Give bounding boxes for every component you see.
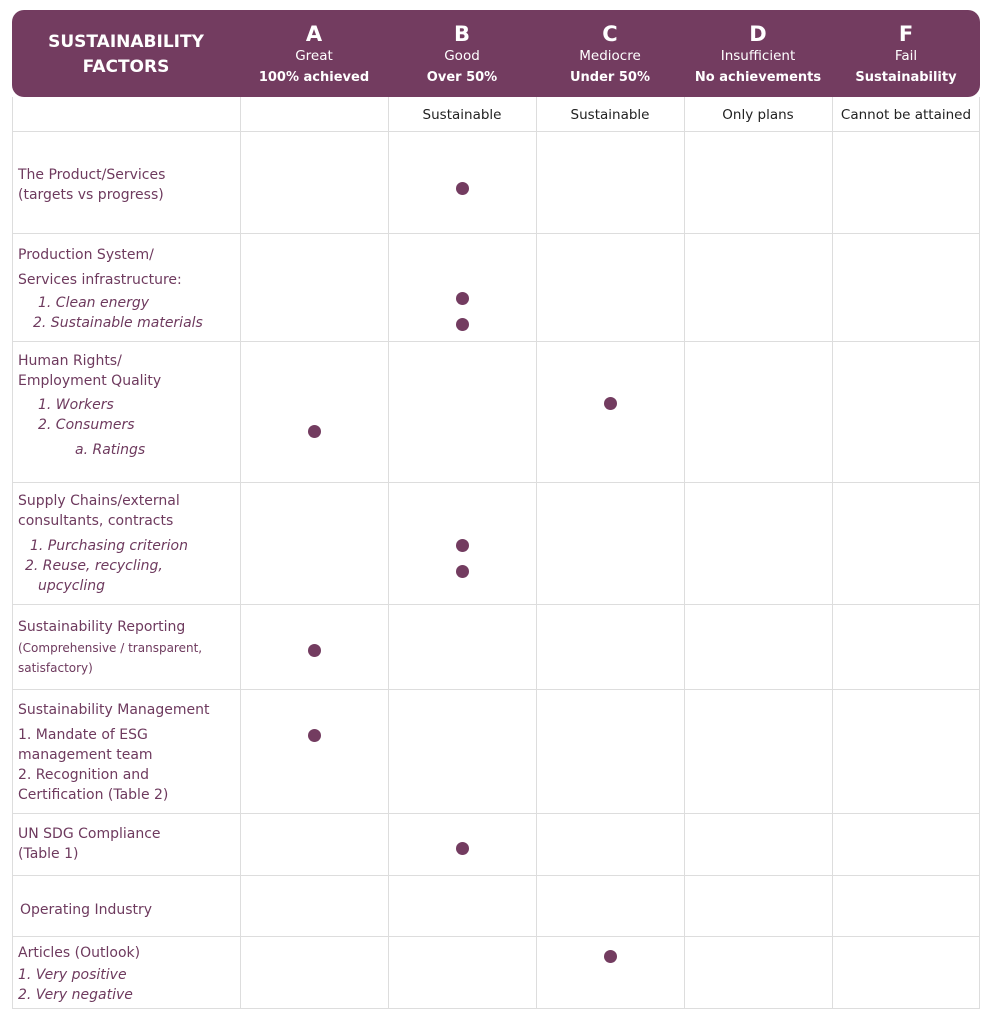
row-item: 2. Consumers xyxy=(38,417,135,433)
grade-f-sub: Cannot be attained xyxy=(840,107,972,123)
grade-f-header xyxy=(832,10,980,97)
row-item: 1. Workers xyxy=(38,397,114,413)
rating-dot xyxy=(456,842,469,855)
row-item: 2. Reuse, recycling, xyxy=(25,558,163,574)
rating-dot xyxy=(456,318,469,331)
row-subtitle: (targets vs progress) xyxy=(18,187,164,203)
row-label-product xyxy=(18,165,240,205)
row-divider xyxy=(12,689,980,690)
grade-name: Insufficient xyxy=(720,48,796,64)
grade-letter: D xyxy=(749,22,767,46)
rating-dot xyxy=(308,425,321,438)
grade-b-header xyxy=(388,10,536,97)
row-title: Articles (Outlook) xyxy=(18,945,141,961)
row-divider xyxy=(12,875,980,876)
rating-dot xyxy=(604,397,617,410)
row-title: Supply Chains/external xyxy=(18,493,180,509)
grade-letter: A xyxy=(305,22,323,46)
row-item: a. Ratings xyxy=(75,442,146,458)
grade-name: Mediocre xyxy=(579,48,641,64)
row-label-reporting xyxy=(18,617,240,678)
row-title: Operating Industry xyxy=(20,902,153,918)
grade-letter: B xyxy=(453,22,470,46)
rating-dot xyxy=(604,950,617,963)
table-header xyxy=(12,10,980,97)
row-divider xyxy=(12,604,980,605)
row-line: 2. Recognition and xyxy=(18,767,150,783)
row-line: management team xyxy=(18,747,153,763)
grade-name: Good xyxy=(444,48,480,64)
rating-dot xyxy=(308,729,321,742)
rating-dot xyxy=(456,182,469,195)
row-title: Production System/ xyxy=(18,247,154,263)
row-divider xyxy=(12,482,980,483)
grade-c-sub: Sustainable xyxy=(570,107,650,123)
rating-dot xyxy=(456,565,469,578)
row-item: 1. Clean energy xyxy=(38,295,150,311)
grade-name: Fail xyxy=(894,48,918,64)
factors-title: SUSTAINABILITY FACTORS xyxy=(48,32,204,77)
row-divider xyxy=(12,813,980,814)
grade-desc: Over 50% xyxy=(426,70,498,85)
row-label-management xyxy=(18,700,240,805)
row-line: 1. Mandate of ESG xyxy=(18,727,148,743)
row-divider xyxy=(12,341,980,342)
grade-desc: Sustainability xyxy=(855,70,957,85)
row-title: Human Rights/ xyxy=(18,353,122,369)
grade-desc: Under 50% xyxy=(570,70,650,85)
row-subtitle: consultants, contracts xyxy=(18,513,174,529)
row-title: The Product/Services xyxy=(18,167,166,183)
row-label-human-rights xyxy=(18,351,240,460)
row-divider xyxy=(12,233,980,234)
grade-name: Great xyxy=(295,48,333,64)
rating-dot xyxy=(308,644,321,657)
row-line: Certification (Table 2) xyxy=(18,787,169,803)
rating-dot xyxy=(456,539,469,552)
grade-d-sub: Only plans xyxy=(722,107,794,123)
row-label-un-sdg xyxy=(18,824,240,864)
grade-b-sub: Sustainable xyxy=(422,107,502,123)
grade-desc: No achievements xyxy=(694,70,822,85)
grade-desc: 100% achieved xyxy=(258,70,370,85)
grade-letter: C xyxy=(602,22,618,46)
row-item: 2. Very negative xyxy=(18,987,133,1003)
row-title: Sustainability Management xyxy=(18,702,210,718)
row-note: (Comprehensive / transparent, satisfactory) xyxy=(18,641,203,675)
row-title: Sustainability Reporting xyxy=(18,619,186,635)
row-divider xyxy=(12,1008,980,1009)
row-subtitle: (Table 1) xyxy=(18,846,79,862)
grade-letter: F xyxy=(898,22,914,46)
row-item: upcycling xyxy=(38,578,105,594)
row-label-industry xyxy=(20,900,242,920)
rating-dot xyxy=(456,292,469,305)
row-subtitle: Services infrastructure: xyxy=(18,272,182,288)
row-label-supply-chains xyxy=(18,491,240,596)
row-label-production xyxy=(18,243,240,333)
row-divider xyxy=(12,936,980,937)
row-subtitle: Employment Quality xyxy=(18,373,162,389)
grade-d-header xyxy=(684,10,832,97)
grade-c-header xyxy=(536,10,684,97)
row-title: UN SDG Compliance xyxy=(18,826,161,842)
grade-a-header xyxy=(240,10,388,97)
row-item: 2. Sustainable materials xyxy=(33,315,203,331)
row-label-articles xyxy=(18,943,240,1005)
row-divider xyxy=(12,131,980,132)
row-item: 1. Purchasing criterion xyxy=(30,538,188,554)
row-item: 1. Very positive xyxy=(18,967,127,983)
rating-grid xyxy=(12,97,980,1009)
